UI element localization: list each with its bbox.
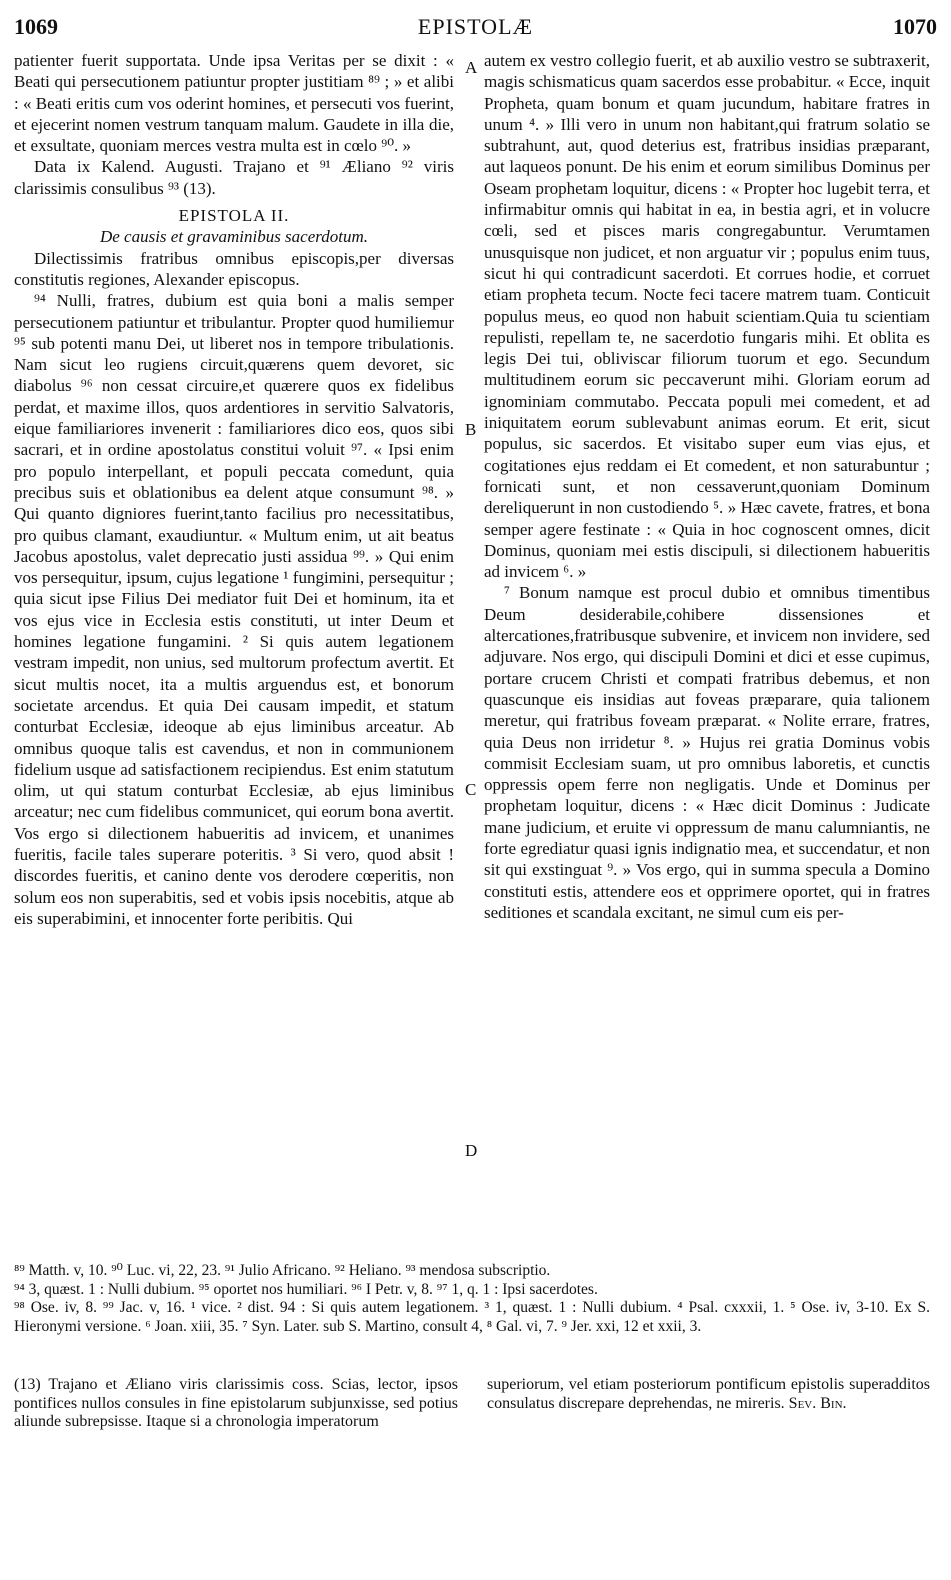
page-number-left: 1069: [14, 14, 58, 39]
right-paragraph-1: autem ex vestro collegio fuerit, et ab auxilio vestro se subtraxerit, magis schismaticus quam sacerdos esse probabitur. « Ecce, inquit Propheta, quam bonum et quam jucundum, habitare fratres in unum ⁴. » Illi vero in unum non habitant,qui fratrum solatio se subtrahunt, aut, quod deterius est, fratribus insidias præparant, aut laqueos ponunt. De his enim et eorum similibus Dominus per Oseam prophetam loquitur, dicens : « Propter hoc lugebit terra, et infirmabitur omnis qui habitat in ea, in bestia agri, et in volucre cœli, sed et pisces maris congregabuntur. Verumtamen unusquisque non judicet, et non arguatur vir ; populus enim tuus, sicut hi qui contradicunt sacerdoti. Et corrues hodie, et corruet etiam propheta tecum. Nocte feci tacere matrem tuam. Conticuit populus meus, eo quod non habuit scientiam.Quia tu scientiam repulisti, repellam te, ne sacerdotio fungaris mihi. Et oblita es legis Dei tui, obliviscar filiorum tuorum et ego. Secundum multitudinem eorum sic peccaverunt mihi. Gloriam eorum ad ignominiam commutabo. Peccata populi mei comedent, et ad iniquitatem eorum sublevabunt animas eorum. Et erit, sicut populus, sic sacerdos. Et visitabo super eum vias ejus, et cogitationes ejus reddam ei Et comedent, et non saturabuntur ; fornicati sunt, et non cessaverunt,quoniam Dominum dereliquerunt in non custodiendo ⁵. » Hæc cavete, fratres, et bona semper agere festinate : « Quia in hoc cognoscent omnes, dicit Dominus, quoniam mei estis discipuli, si dilectionem habueritis ad invicem ⁶. »: [484, 51, 930, 582]
epistle-subheading: De causis et gravaminibus sacerdotum.: [99, 227, 369, 247]
margin-marker-d: D: [465, 1141, 478, 1160]
footnotes: [14, 1262, 930, 1336]
right-paragraph-2: ⁷ Bonum namque est procul dubio et omnibus timentibus Deum desiderabile,cohibere dissensiones et altercationes,fratribusque subvenire, et invicem non invidere, sed adjuvare. Nos ergo, qui discipuli Domini et dici et esse cupimus, portare crucem Christi et compati fratribus debemus, et non quascunque eis insidias aut foveas præparare, quia talionem meretur, qui fratribus foveam præparat. « Nolite errare, fratres, quia Deus non irridetur ⁸. » Hujus rei gratia Dominus vobis commisit Ecclesiam suam, ut pro omnibus laboretis, et cunctis oppressis opem ferre non negligatis. Unde et Dominus per prophetam loquitur, dicens : « Hæc dicit Dominus : Judicate mane judicium, et eruite vi oppressum de manu calumniantis, ne forte egrediatur quasi ignis indignatio mea, et succendatur, et non sit qui exstinguat ⁹. » Vos ergo, qui in summa specula a Domino constituti estis, attendere eos et opprimere oportet, qui in fratres seditiones et scandala excitant, ne simul cum eis per-: [484, 583, 930, 922]
left-paragraph-main: ⁹⁴ Nulli, fratres, dubium est quia boni a malis semper persecutionem patiuntur et tribulantur. Propter quod humiliemur ⁹⁵ sub potenti manu Dei, ut liberet nos in tempore tribulationis. Nam sicut leo rugiens circuit,quærens quem devoret, sic diabolus ⁹⁶ non cessat circuire,et quærere quos ex fidelibus perdat, et maxime illos, quos ardentiores in servitio Salvatoris, eique familiariores invenerit : familiariores dico eos, quos sibi sacrari, et in ordine apostolatus constitui voluit ⁹⁷. « Ipsi enim pro populo interpellant, et populi peccata comedunt, quia precibus suis et oblationibus ea delent atque consumunt ⁹⁸. » Qui quanto digniores fuerint,tanto facilius pro necessitatibus, pro quibus clamant, exaudiuntur. « Multum enim, ut ait beatus Jacobus apostolus, valet deprecatio justi assidua ⁹⁹. » Qui enim vos persequitur, ipsum, cujus legatione ¹ fungimini, persequitur ; quia sicut ipse Filius Dei mediator fuit Dei et hominum, ita et vos ejus vice in Ecclesia estis constituti, ut inter Deum et homines legatione fungamini. ² Si quis autem legationem vestram impedit, non unius, sed multorum profectum avertit. Et sicut multis nocet, ita a multis arguendus est, et bonorum societate arcendus. Et quia Dei causam impedit, et statum conturbat Ecclesiæ, ideoque ab ejus liminibus arceatur. Ab omnibus quoque talis est cavendus, et non in communionem fidelium usque ad satisfactionem recipiendus. Est enim statutum olim, ut qui statum conturbat Ecclesiæ, ab ejus liminibus arceatur; nec cum fidelibus communicet, qui eorum bona avertit. Vos ergo si dilectionem habueritis ad invicem, et unanimes fueritis, facile tales superare poteritis. ³ Si vero, quod absit ! discordes fueritis, et canino dente vos derodere cœperitis, non solum eos non superabitis, sed et vobis ipsis nocebitis, atque ab eis superabimini, et innocenter forte peribitis. Qui: [14, 291, 454, 928]
margin-marker-b: B: [465, 420, 477, 439]
left-paragraph-1: patienter fuerit supportata. Unde ipsa Veritas per se dixit : « Beati qui persecutionem patiuntur propter justitiam ⁸⁹ ; » et alibi : « Beati eritis cum vos oderint homines, et persecuti vos fuerint, et ejecerint nomen vestrum tanquam malum. Gaudete in illa die, et exsultate, quoniam merces vestra multa est in cœlo ⁹⁰. »: [14, 51, 454, 156]
margin-marker-a: A: [465, 58, 478, 77]
left-column: [14, 50, 454, 929]
running-title: EPISTOLÆ: [417, 14, 534, 39]
epistle-heading: EPISTOLA II.: [178, 206, 290, 226]
editor-note-left-text: (13) Trajano et Æliano viris clarissimis coss. Scias, lector, ipsos pontifices nullos consules in fine epistolarum subjunxisse, sed potius aliunde subrepsisse. Itaque si a chronologia imperatorum: [14, 1376, 458, 1430]
salutation: Dilectissimis fratribus omnibus episcopis,per diversas constitutis regiones, Alexander episcopus.: [14, 248, 454, 289]
running-head: [14, 14, 937, 48]
footnote-line: ⁸⁹ Matth. v, 10. ⁹⁰ Luc. vi, 22, 23. ⁹¹ Julio Africano. ⁹² Heliano. ⁹³ mendosa subscriptio.: [14, 1262, 551, 1279]
margin-marker-c: C: [465, 780, 477, 799]
editor-note-right: [487, 1376, 930, 1413]
right-column: [484, 50, 930, 923]
editor-note-left: [14, 1376, 458, 1432]
page-number-right: 1070: [893, 14, 937, 39]
footnote-line: ⁹⁴ 3, quæst. 1 : Nulli dubium. ⁹⁵ oportet nos humiliari. ⁹⁶ I Petr. v, 8. ⁹⁷ 1, q. 1 : Ipsi sacerdotes.: [14, 1280, 598, 1298]
dating-line: Data ix Kalend. Augusti. Trajano et ⁹¹ Æliano ⁹² viris clarissimis consulibus ⁹³ (13).: [14, 157, 454, 198]
editor-note-right-text: superiorum, vel etiam posteriorum pontificum epistolis superadditos consulatus discrepare deprehendas, ne mireris.: [487, 1376, 930, 1412]
footnote-line: ⁹⁸ Ose. iv, 8. ⁹⁹ Jac. v, 16. ¹ vice. ² dist. 94 : Si quis autem legationem. ³ 1, quæst. 1 : Nulli dubium. ⁴ Psal. cxxxii, 1. ⁵ Ose. iv, 3-10. Ex S. Hieronymi versione. ⁶ Joan. xiii, 35. ⁷ Syn. Later. sub S. Martino, consult 4, ⁸ Gal. vi, 7. ⁹ Jer. xxi, 12 et xxii, 3.: [14, 1299, 930, 1335]
editor-signature: Sev. Bin.: [788, 1394, 847, 1412]
